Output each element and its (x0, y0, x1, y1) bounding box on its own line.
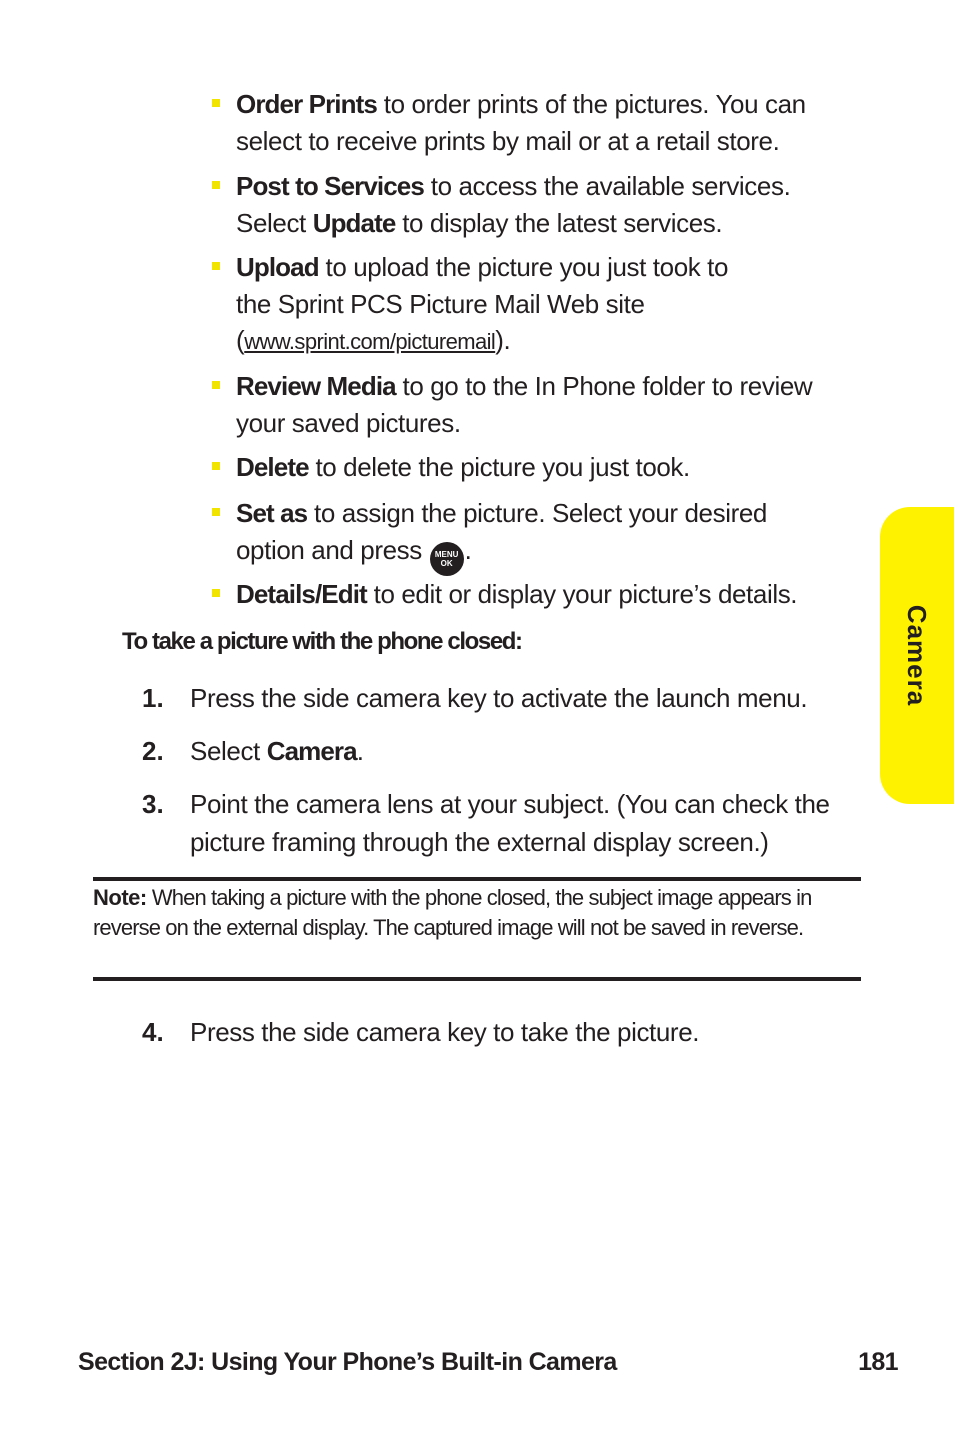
bullet-marker (212, 508, 220, 516)
list-item-post-to-services (236, 168, 851, 241)
step-2 (142, 732, 860, 770)
step-number: 1. (142, 683, 164, 713)
step-text: Point the camera lens at your subject. (You can check the picture framing through the external display screen.) (190, 789, 830, 857)
step-text: Select (190, 736, 267, 766)
option-term: Order Prints (236, 89, 377, 119)
step-text: Press the side camera key to activate the launch menu. (190, 683, 808, 713)
bullet-marker (212, 181, 220, 189)
option-description: to access the available services. Select (236, 171, 791, 238)
list-item-upload (236, 249, 756, 361)
option-term: Upload (236, 252, 319, 282)
note-top-rule (93, 877, 861, 881)
page-footer (78, 1348, 898, 1377)
procedure-heading: To take a picture with the phone closed: (122, 628, 522, 655)
list-item-review-media (236, 368, 851, 441)
list-item-delete (236, 449, 851, 486)
option-description-tail: to display the latest services. (395, 207, 723, 238)
note-box (93, 883, 861, 943)
step-text: Press the side camera key to take the picture. (190, 1017, 700, 1047)
page-number: 181 (858, 1348, 898, 1376)
step-number: 2. (142, 736, 164, 766)
option-description: to order prints of the pictures. You can select to receive prints by mail or at a retail store. (236, 89, 806, 156)
option-term-secondary: Update (312, 207, 396, 238)
step-4 (142, 1013, 860, 1051)
bullet-marker (212, 381, 220, 389)
list-item-details-edit (236, 576, 851, 613)
option-description: to delete the picture you just took. (308, 452, 690, 482)
note-text: When taking a picture with the phone closed, the subject image appears in reverse on the external display. The captured image will not be saved in reverse. (93, 885, 812, 940)
option-term: Post to Services (236, 171, 424, 201)
bullet-marker (212, 589, 220, 597)
section-tab (880, 507, 954, 804)
bullet-marker (212, 462, 220, 470)
option-description: to upload the picture you just took to the Sprint PCS Picture Mail Web site ( (236, 252, 729, 355)
bullet-marker (212, 99, 220, 107)
list-item-set-as (236, 495, 796, 576)
note-label: Note: (93, 885, 147, 910)
option-term: Set as (236, 498, 308, 528)
option-description: to go to the In Phone folder to review your saved pictures. (236, 371, 813, 438)
step-1 (142, 679, 860, 717)
option-description-tail: ). (495, 325, 511, 355)
step-number: 4. (142, 1017, 164, 1047)
menu-ok-key-icon: MENU OK (430, 542, 464, 576)
option-term: Details/Edit (236, 579, 367, 609)
step-3 (142, 785, 860, 861)
picture-mail-link[interactable]: www.sprint.com/picturemail (244, 329, 496, 354)
bullet-marker (212, 262, 220, 270)
option-term: Review Media (236, 371, 396, 401)
section-tab-label: Camera (902, 604, 933, 707)
option-description-tail: . (464, 534, 472, 565)
option-term: Delete (236, 452, 309, 482)
step-number: 3. (142, 789, 164, 819)
footer-section-title: Section 2J: Using Your Phone’s Built-in Camera (78, 1348, 617, 1376)
step-term: Camera (266, 736, 357, 766)
option-description: to assign the picture. Select your desired option and press (236, 498, 767, 565)
option-description: to edit or display your picture’s details. (366, 579, 798, 609)
note-bottom-rule (93, 977, 861, 981)
step-text-tail: . (356, 736, 364, 766)
list-item-order-prints (236, 86, 851, 159)
